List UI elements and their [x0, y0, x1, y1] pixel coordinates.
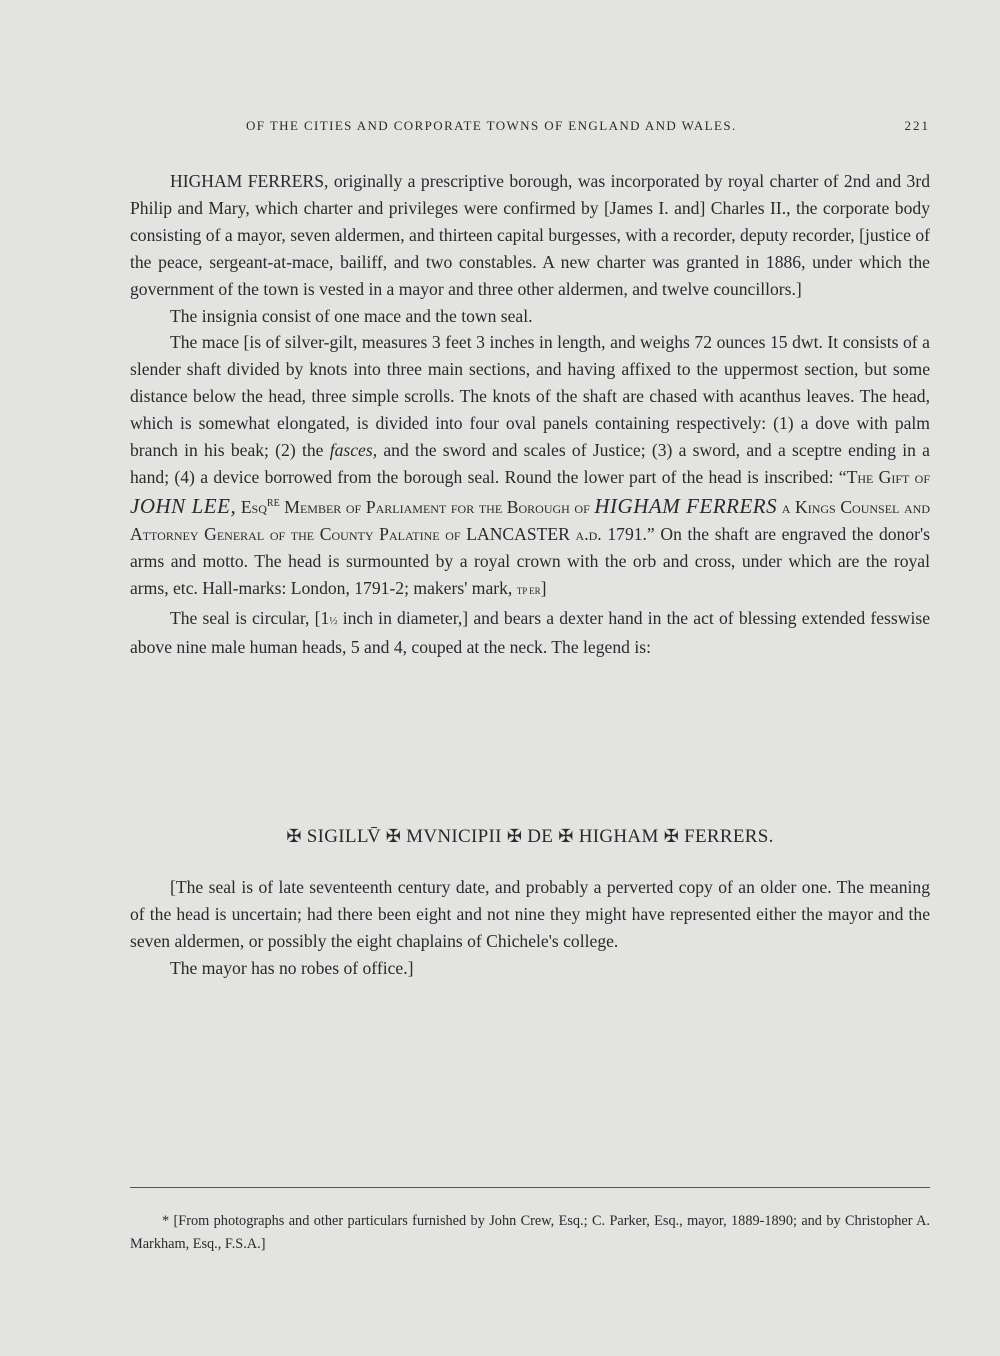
legend-word-de: DE	[527, 826, 554, 847]
inscription-gift: The Gift of	[846, 466, 930, 487]
footnote	[130, 1210, 930, 1256]
makers-mark: TP ER	[516, 585, 541, 596]
inscription-counsel: a Kings Counsel and Attorney General of the County Palatine of	[130, 496, 930, 544]
footnote-divider	[130, 1187, 930, 1188]
inscription-member: Member of Parliament for the Borough of	[284, 496, 590, 517]
cross-icon: ✠	[506, 826, 523, 846]
paragraph-seal-date: [The seal is of late seventeenth century date, and probably a perverted copy of an older one. The meaning of the head is uncertain; had there been eight and not nine they might have represented either the mayor and the seven aldermen, or possibly the eight chaplains of Chichele's college.	[130, 877, 930, 951]
inscription-esq: Esq	[240, 496, 267, 517]
cross-icon: ✠	[663, 826, 680, 846]
inscription-esq-superscript: RE	[266, 497, 280, 509]
legend-word-ferrers: FERRERS.	[684, 826, 774, 847]
seal-text-2: inch in diameter,] and bears a dexter hand in the act of blessing extended fesswise above nine male human heads, 5 and 4, couped at the neck. The legend is:	[130, 607, 930, 658]
seal-text-1: The seal is circular, [1	[170, 607, 330, 628]
cross-icon: ✠	[385, 826, 402, 846]
inscription-name-john-lee: JOHN LEE,	[130, 493, 237, 518]
fasces-word: fasces,	[329, 440, 378, 461]
paragraph-robes: The mayor has no robes of office.]	[170, 957, 414, 978]
page-header	[130, 118, 930, 140]
inscription-name-higham-ferrers: HIGHAM FERRERS	[594, 493, 778, 518]
mace-text-1: The mace [is of silver-gilt, measures 3 feet 3 inches in length, and weighs 72 ounces 15 dwt. It consists of a slender shaft divided by knots into three main sections, and having affixed to the uppermost section, but some distance below the head, three simple scrolls. The knots of the shaft are chased with acanthus leaves. The head, which is somewhat elongated, is divided into four oval panels containing respectively: (1) a dove with palm branch in his beak; (2) the	[130, 332, 930, 461]
cross-icon: ✠	[558, 826, 574, 846]
mace-text-3: 1791.” On the shaft are engraved the donor's arms and motto. The head is surmounted by a royal crown with the orb and cross, under which are the royal arms, etc. Hall-marks: London, 1791-2; makers' mark,	[130, 523, 931, 598]
page-number: 221	[904, 118, 930, 133]
legend-word-sigillum: SIGILLV̄	[306, 826, 381, 847]
running-title: OF THE CITIES AND CORPORATE TOWNS OF ENGLAND AND WALES.	[246, 118, 737, 133]
mace-text-2: and the sword and scales of Justice; (3) a sword, and a sceptre ending in a hand; (4) a device borrowed from the borough seal. Round the lower part of the head is inscribed: “	[130, 440, 930, 487]
paragraph-insignia: The insignia consist of one mace and the town seal.	[170, 305, 533, 326]
legend-word-higham: HIGHAM	[578, 826, 659, 847]
paragraph-charter: HIGHAM FERRERS, originally a prescriptive borough, was incorporated by royal charter of 2nd and 3rd Philip and Mary, which charter and privileges were confirmed by [James I. and] Charles II., the corporate body consisting of a mayor, seven aldermen, and thirteen capital burgesses, with a recorder, deputy recorder, [justice of the peace, sergeant-at-mace, bailiff, and two constables. A new charter was granted in 1886, under which the government of the town is vested in a mayor and three other aldermen, and twelve councillors.]	[130, 171, 930, 299]
footnote-text: * [From photographs and other particulars furnished by John Crew, Esq.; C. Parker, Esq., mayor, 1889-1890; and by Christopher A. Markham, Esq., F.S.A.]	[130, 1213, 930, 1252]
cross-icon: ✠	[286, 826, 302, 846]
legend-word-municipii: MVNICIPII	[406, 826, 502, 847]
main-text-continued	[130, 874, 930, 982]
seal-legend	[130, 826, 930, 848]
inscription-ad: a.d.	[575, 523, 602, 544]
paragraph-mace	[130, 329, 930, 604]
main-text	[130, 168, 930, 661]
mace-text-4: ]	[540, 577, 547, 598]
inscription-lancaster: LANCASTER	[466, 523, 570, 544]
half-fraction: ½	[329, 614, 338, 627]
paragraph-seal	[130, 605, 930, 662]
